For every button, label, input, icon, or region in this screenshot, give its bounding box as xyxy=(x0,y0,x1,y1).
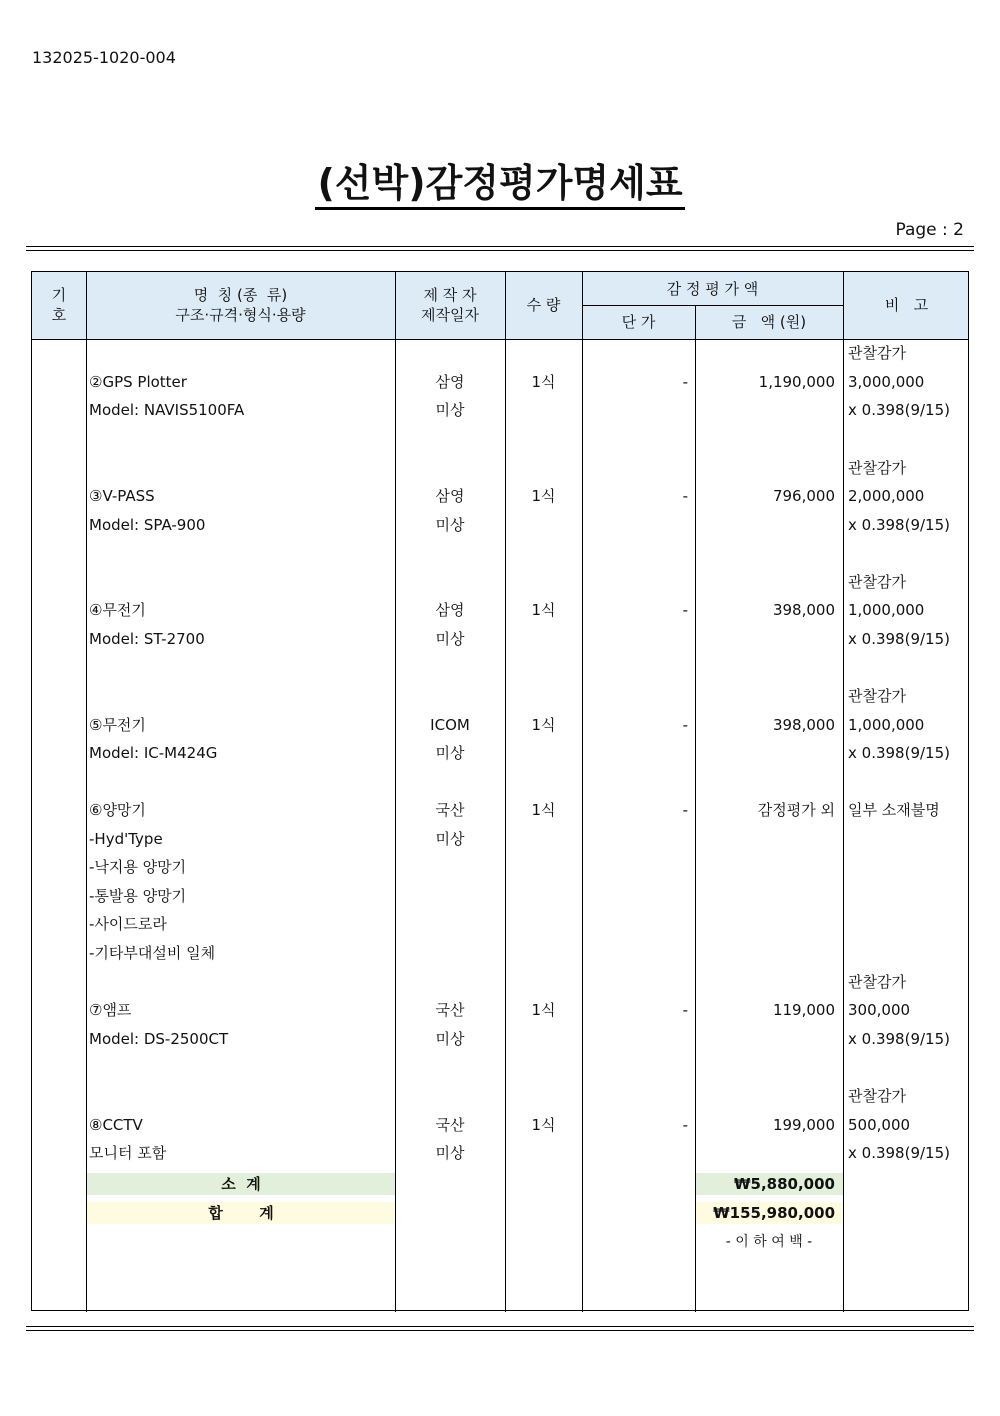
document-number: 132025-1020-004 xyxy=(32,48,176,67)
page-number: Page : 2 xyxy=(895,220,964,240)
item-model: Model: DS-2500CT xyxy=(89,1030,229,1048)
remark-label: 관찰감가 xyxy=(848,973,906,991)
spec-line: -Hyd'Type xyxy=(89,830,163,848)
appraisal-table xyxy=(31,271,969,1311)
remark-factor: x 0.398(9/15) xyxy=(848,1144,950,1162)
item-model: Model: IC-M424G xyxy=(89,744,218,762)
item-unit-price: - xyxy=(682,1001,688,1019)
spec-line: -사이드로라 xyxy=(89,915,167,933)
header-qty: 수 량 xyxy=(526,296,561,314)
document-title: (선박)감정평가명세표 xyxy=(315,161,684,210)
item-date: 미상 xyxy=(435,1144,465,1162)
remark-base-value: 2,000,000 xyxy=(848,487,925,505)
item-name: ⑦앰프 xyxy=(89,1001,132,1019)
remark-factor: x 0.398(9/15) xyxy=(848,516,950,534)
header-name xyxy=(86,285,395,325)
remark-label: 관찰감가 xyxy=(848,687,906,705)
header-name-line1: 명 칭 (종 류) xyxy=(193,286,288,304)
item-maker: 삼영 xyxy=(435,373,465,391)
item-unit-price: - xyxy=(682,373,688,391)
item-amount: 1,190,000 xyxy=(758,373,835,391)
total-amount: ₩155,980,000 xyxy=(713,1204,835,1222)
item-name: ③V-PASS xyxy=(89,487,155,505)
item-maker: 삼영 xyxy=(435,487,465,505)
item-amount: 398,000 xyxy=(772,716,835,734)
item-amount: 398,000 xyxy=(772,601,835,619)
item-name: ⑥양망기 xyxy=(89,801,146,819)
remark-factor: x 0.398(9/15) xyxy=(848,1030,950,1048)
item-amount: 796,000 xyxy=(772,487,835,505)
item-qty: 1식 xyxy=(531,373,556,391)
remark-base-value: 1,000,000 xyxy=(848,601,925,619)
spec-line: -통발용 양망기 xyxy=(89,887,187,905)
total-label: 합 계 xyxy=(208,1204,274,1222)
subtotal-label: 소 계 xyxy=(221,1175,261,1193)
col-divider xyxy=(582,272,583,1312)
item-date: 미상 xyxy=(435,516,465,534)
header-code: 기 호 xyxy=(51,286,67,324)
appraisal-header-divider xyxy=(582,305,843,306)
header-maker-line1: 제 작 자 xyxy=(423,286,477,304)
item-qty: 1식 xyxy=(531,716,556,734)
remark-base-value: 3,000,000 xyxy=(848,373,925,391)
item-remark: 일부 소재불명 xyxy=(848,801,940,819)
document-title-wrap xyxy=(0,152,1000,207)
top-double-rule xyxy=(26,246,974,251)
item-maker: 국산 xyxy=(435,1001,465,1019)
item-model: Model: ST-2700 xyxy=(89,630,205,648)
item-qty: 1식 xyxy=(531,601,556,619)
item-date: 미상 xyxy=(435,1030,465,1048)
item-unit-price: - xyxy=(682,716,688,734)
item-qty: 1식 xyxy=(531,487,556,505)
col-divider xyxy=(505,272,506,1312)
header-unit-price: 단 가 xyxy=(621,313,656,331)
remark-label: 관찰감가 xyxy=(848,344,906,362)
header-maker-line2: 제작일자 xyxy=(421,306,479,324)
item-model: 모니터 포함 xyxy=(89,1144,167,1162)
remark-factor: x 0.398(9/15) xyxy=(848,630,950,648)
remark-label: 관찰감가 xyxy=(848,459,906,477)
remark-base-value: 1,000,000 xyxy=(848,716,925,734)
spec-line: -기타부대설비 일체 xyxy=(89,944,216,962)
end-note: - 이 하 여 백 - xyxy=(725,1234,813,1250)
remark-label: 관찰감가 xyxy=(848,573,906,591)
item-amount: 199,000 xyxy=(772,1116,835,1134)
item-qty: 1식 xyxy=(531,1001,556,1019)
col-divider xyxy=(843,272,844,1312)
subtotal-amount: ₩5,880,000 xyxy=(733,1175,835,1193)
header-appraisal: 감 정 평 가 액 xyxy=(666,280,759,298)
item-date: 미상 xyxy=(435,401,465,419)
item-name: ⑤무전기 xyxy=(89,716,146,734)
item-maker: ICOM xyxy=(430,716,470,734)
header-amount: 금 액 (원) xyxy=(731,313,807,331)
item-unit-price: - xyxy=(682,487,688,505)
header-name-line2: 구조·규격·형식·용량 xyxy=(175,306,306,324)
item-date: 미상 xyxy=(435,744,465,762)
item-maker: 삼영 xyxy=(435,601,465,619)
spec-line: -낙지용 양망기 xyxy=(89,858,187,876)
remark-base-value: 300,000 xyxy=(848,1001,911,1019)
item-model: Model: NAVIS5100FA xyxy=(89,401,245,419)
remark-base-value: 500,000 xyxy=(848,1116,911,1134)
item-maker: 국산 xyxy=(435,801,465,819)
remark-label: 관찰감가 xyxy=(848,1087,906,1105)
remark-factor: x 0.398(9/15) xyxy=(848,744,950,762)
item-maker: 국산 xyxy=(435,1116,465,1134)
item-amount: 119,000 xyxy=(772,1001,835,1019)
col-divider xyxy=(86,272,87,1312)
bottom-double-rule xyxy=(26,1326,974,1331)
item-name: ②GPS Plotter xyxy=(89,373,187,391)
item-date: 미상 xyxy=(435,830,465,848)
item-unit-price: - xyxy=(682,601,688,619)
remark-factor: x 0.398(9/15) xyxy=(848,401,950,419)
item-name: ④무전기 xyxy=(89,601,146,619)
item-qty: 1식 xyxy=(531,801,556,819)
item-amount: 감정평가 외 xyxy=(757,801,835,819)
header-maker xyxy=(395,285,505,325)
item-qty: 1식 xyxy=(531,1116,556,1134)
item-date: 미상 xyxy=(435,630,465,648)
item-unit-price: - xyxy=(682,801,688,819)
item-name: ⑧CCTV xyxy=(89,1116,143,1134)
item-unit-price: - xyxy=(682,1116,688,1134)
item-model: Model: SPA-900 xyxy=(89,516,206,534)
header-remarks: 비 고 xyxy=(884,296,929,314)
